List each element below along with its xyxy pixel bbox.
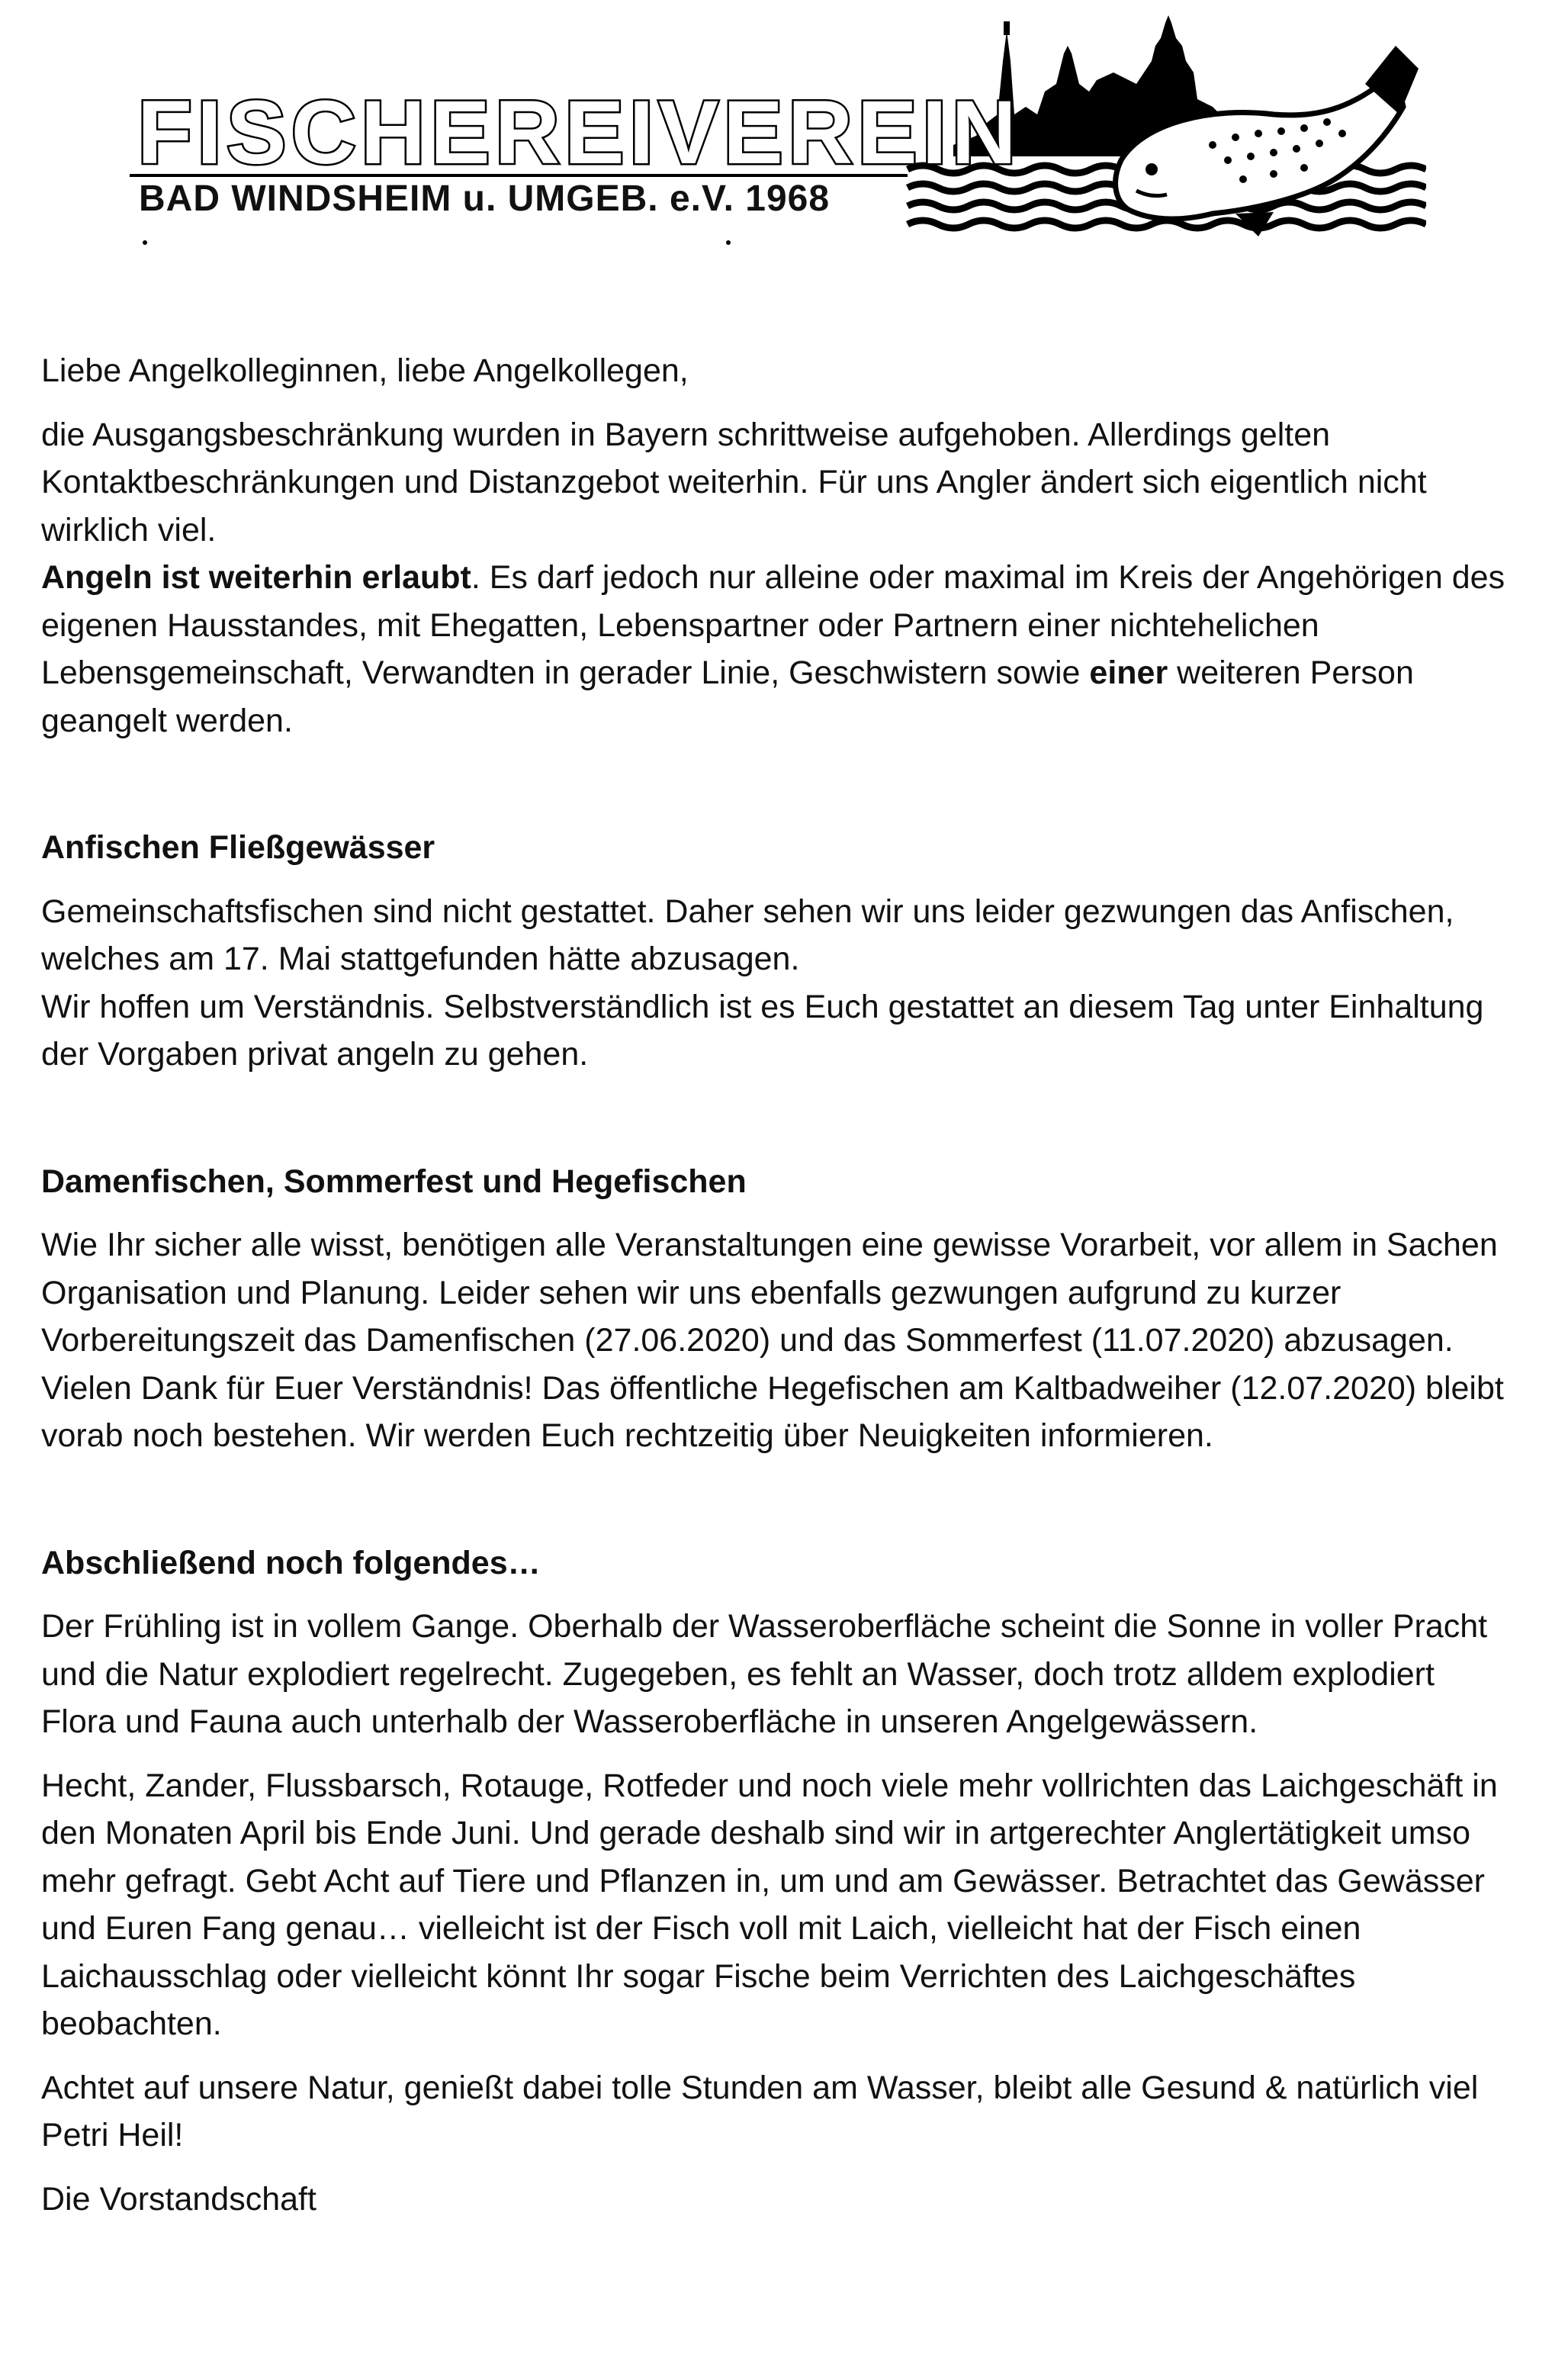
intro-paragraph: [41, 411, 1513, 745]
section-paragraph-spawning: Hecht, Zander, Flussbarsch, Rotauge, Rotfeder und noch viele mehr vollrichten das Laichgeschäft in den Monaten April bis Ende Juni. Und gerade deshalb sind wir in artgerechter Anglertätigkeit umso mehr gefragt. Gebt Acht auf Tiere und Pflanzen in, um und am Gewässer. Betrachtet das Gewässer und Euren Fang genau… vielleicht ist der Fisch voll mit Laich, vielleicht hat der Fisch einen Laichausschlag oder vielleicht könnt Ihr sogar Fische beim Verrichten des Laichgeschäftes beobachten.: [41, 1767, 1498, 2042]
spacer: [41, 761, 1513, 824]
section-heading-events: Damenfischen, Sommerfest und Hegefischen: [41, 1163, 747, 1200]
club-subtitle: BAD WINDSHEIM u. UMGEB. e.V. 1968: [139, 179, 831, 219]
section-paragraph-anfischen: [41, 888, 1513, 1079]
section-paragraph-events: Wie Ihr sicher alle wisst, benötigen alle Veranstaltungen eine gewisse Vorarbeit, vor allem in Sachen Organisation und Planung. Leider sehen wir uns ebenfalls gezwungen aufgrund zu kurzer Vorbereitungszeit das Damenfischen (27.06.2020) und das Sommerfest (11.07.2020) abzusagen. Vielen Dank für Euer Verständnis! Das öffentliche Hegefischen am Kaltbadweiher (12.07.2020) bleibt vorab noch bestehen. Wir werden Euch rechtzeitig über Neuigkeiten informieren.: [41, 1227, 1504, 1454]
club-name-title: FISCHEREIVEREIN: [137, 82, 1021, 183]
intro-bold-notice: Angeln ist weiterhin erlaubt: [41, 559, 471, 596]
intro-text: die Ausgangsbeschränkung wurden in Bayern schrittweise aufgehoben. Allerdings gelten Kontaktbeschränkungen und Distanzgebot weiterhin. Für uns Angler ändert sich eigentlich nicht wirklich viel.: [41, 416, 1427, 548]
intro-text-2b: weiteren Person geangelt werden.: [41, 655, 1414, 739]
section1-text-1: Gemeinschaftsfischen sind nicht gestattet. Daher sehen wir uns leider gezwungen das Anfischen, welches am 17. Mai stattgefunden hätte abzusagen.: [41, 893, 1454, 977]
section-paragraph-spring: Der Frühling ist in vollem Gange. Oberhalb der Wasseroberfläche scheint die Sonne in voller Pracht und die Natur explodiert regelrecht. Zugegeben, es fehlt an Wasser, doch trotz alldem explodiert Flora und Fauna auch unterhalb der Wasseroberfläche in unseren Angelgewässern.: [41, 1608, 1488, 1740]
letter-body: [41, 347, 1513, 2239]
signature: Die Vorstandschaft: [41, 2180, 316, 2218]
spacer: [41, 1476, 1513, 1539]
club-name-logo: [137, 82, 1022, 183]
section-heading-closing: Abschließend noch folgendes…: [41, 1544, 541, 1581]
section-paragraph-farewell: Achtet auf unsere Natur, genießt dabei tolle Stunden am Wasser, bleibt alle Gesund & natürlich viel Petri Heil!: [41, 2069, 1479, 2153]
section-heading-anfischen: Anfischen Fließgewässer: [41, 829, 435, 866]
intro-text-2a: . Es darf jedoch nur alleine oder maximal im Kreis der Angehörigen des eigenen Hausstandes, mit Ehegatten, Lebenspartner oder Partnern einer nichtehelichen Lebensgemeinschaft, Verwandten in gerader Linie, Geschwistern sowie: [41, 559, 1505, 691]
section1-text-2: Wir hoffen um Verständnis. Selbstverständlich ist es Euch gestattet an diesem Tag unter Einhaltung der Vorgaben privat angeln zu gehen.: [41, 988, 1484, 1073]
letterhead: [130, 0, 1426, 252]
greeting: Liebe Angelkolleginnen, liebe Angelkollegen,: [41, 352, 689, 389]
spacer: [41, 1095, 1513, 1158]
intro-bold-word: einer: [1089, 655, 1168, 691]
